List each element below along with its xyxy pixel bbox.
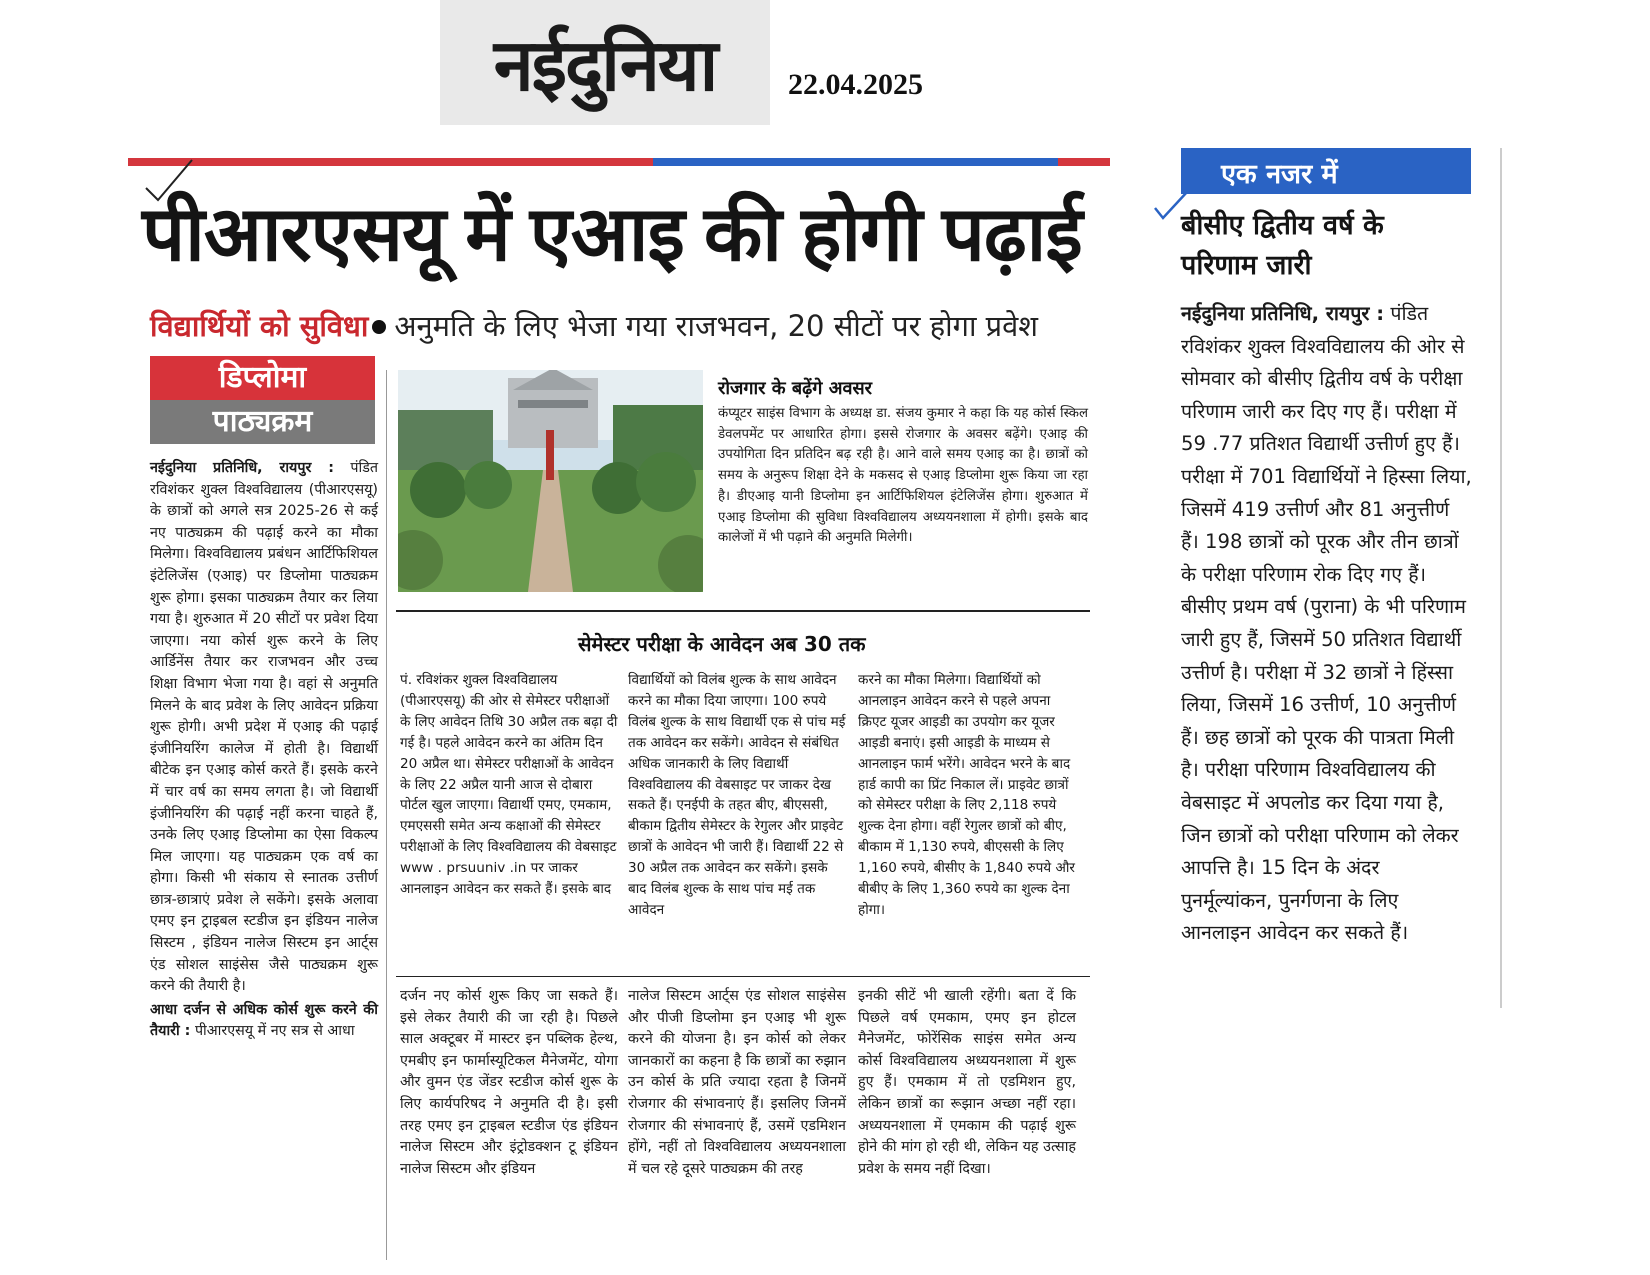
subheadline	[150, 306, 1038, 345]
kicker: विद्यार्थियों को सुविधा	[150, 309, 369, 343]
section-rule	[396, 610, 1090, 612]
dateline: नईदुनिया प्रतिनिधि, रायपुर :	[150, 460, 334, 476]
section-tag-course: पाठ्यक्रम	[150, 400, 375, 444]
sidebar-text: पंडित रविशंकर शुक्ल विश्वविद्यालय की ओर से सोमवार को बीसीए द्वितीय वर्ष के परीक्षा परिणाम जारी कर दिए गए हैं। परीक्षा में 59 .77 प्रतिशत विद्यार्थी उत्तीर्ण हुए हैं। परीक्षा में 701 विद्यार्थियों ने हिस्सा लिया, जिसमें 419 उत्तीर्ण और 81 अनुत्तीर्ण हैं। 198 छात्रों को पूरक और तीन छात्रों के परीक्षा परिणाम रोक दिए गए हैं। बीसीए प्रथम वर्ष (पुराना) के भी परिणाम जारी हुए हैं, जिसमें 50 प्रतिशत विद्यार्थी उत्तीर्ण है। परीक्षा में 32 छात्रों ने हिंस्सा लिया, जिसमें 16 उत्तीर्ण, 10 अनुत्तीर्ण हैं। छह छात्रों को पूरक की पात्रता मिली है। परीक्षा परिणाम विश्वविद्यालय की वेबसाइट में अपलोड कर दिया गया है, जिन छात्रों को परीक्षा परिणाम को लेकर आपत्ति है। 15 दिन के अंदर पुनर्मूल्यांकन, पुनर्गणना के लिए आनलाइन आवेदन कर सकते हैं।	[1181, 302, 1472, 945]
article-column-1	[150, 458, 378, 1043]
bullet-dot	[372, 320, 386, 334]
exam-column-3: करने का मौका मिलेगा। विद्यार्थियों को आनलाइन आवेदन करने से पहले अपना क्रिएट यूजर आइडी का उपयोग कर यूजर आइडी बनाएं। इसी आइडी के माध्यम से आनलाइन फार्म भरेंगे। आवेदन भरने के बाद हार्ड कापी का प्रिंट निकाल लें। प्राइवेट छात्रों को सेमेस्टर परीक्षा के लिए 2,118 रुपये शुल्क देना होगा। वहीं रेगुलर छात्रों को बीए, बीकाम में 1,130 रुपये, बीएससी के लिए 1,160 रुपये, बीसीए के 1,840 रुपये और बीबीए के लिए 1,360 रुपये का शुल्क देना होगा।	[858, 672, 1075, 918]
sidebar-tag-label: एक नजर में	[1221, 159, 1338, 190]
sidebar-tag	[1181, 148, 1471, 194]
bottom-rule	[396, 976, 1090, 977]
exam-column-1: पं. रविशंकर शुक्ल विश्वविद्यालय (पीआरएसयू) की ओर से सेमेस्टर परीक्षाओं के लिए आवेदन तिथि 30 अप्रैल तक बढ़ा दी गई है। पहले आवेदन करने का अंतिम दिन 20 अप्रैल था। सेमेस्टर परीक्षाओं के आवेदन के लिए 22 अप्रैल यानी आज से दोबारा पोर्टल खुल जाएगा। विद्यार्थी एमए, एमकाम, एमएससी समेत अन्य कक्षाओं की सेमेस्टर परीक्षाओं के लिए विश्वविद्यालय की वेबसाइट www . prsuuniv .in पर जाकर आनलाइन आवेदन कर सकते हैं। इसके बाद	[400, 672, 618, 898]
exam-heading: सेमेस्टर परीक्षा के आवेदन अब 30 तक	[578, 632, 866, 656]
masthead-title: नईदुनिया	[493, 21, 717, 107]
headline: पीआरएसयू में एआइ की होगी पढ़ाई	[142, 192, 1082, 277]
sidebar-dateline: नईदुनिया प्रतिनिधि, रायपुर :	[1181, 302, 1385, 325]
bottom-column-1: दर्जन नए कोर्स शुरू किए जा सकते हैं। इसे लेकर तैयारी की जा रही है। पिछले साल अक्टूबर में मास्टर इन पब्लिक हेल्थ, एमबीए इन फार्मास्यूटिकल मैनेजमेंट, योगा और वुमन एंड जेंडर स्टडीज कोर्स शुरू के लिए कार्यपरिषद ने अनुमति दी है। इसी तरह एमए इन ट्राइबल स्टडीज एंड इंडियन नालेज सिस्टम और इंट्रोडक्शन टू इंडियन नालेज सिस्टम और इंडियन	[400, 988, 618, 1177]
sidebar-at-a-glance	[1145, 148, 1495, 1008]
section-tag-diploma: डिप्लोमा	[150, 356, 375, 400]
bottom-column-3: इनकी सीटें भी खाली रहेंगी। बता दें कि पिछले वर्ष एमकाम, एमए इन होटल मैनेजमेंट, फोरेंसिक साइंस समेत अन्य कोर्स विश्वविद्यालय अध्ययनशाला में शुरू हुए हैं। एमकाम में तो एडमिशन हुए, लेकिन छात्रों का रूझान अच्छा नहीं रहा। अध्ययनशाला में एमकाम की पढ़ाई शुरू होने की मांग हो रही थी, लेकिन यह उत्साह प्रवेश के समय नहीं दिखा।	[858, 988, 1076, 1177]
exam-column-2: विद्यार्थियों को विलंब शुल्क के साथ आवेदन करने का मौका दिया जाएगा। 100 रुपये विलंब शुल्क के साथ विद्यार्थी एक से पांच मई तक आवेदन कर सकेंगे। आवेदन से संबंधित अधिक जानकारी के लिए विद्यार्थी विश्वविद्यालय की वेबसाइट पर जाकर देख सकते हैं। एनईपी के तहत बीए, बीएससी, बीकाम द्वितीय सेमेस्टर के रेगुलर और प्राइवेट छात्रों के आवेदन भी जारी हैं। विद्यार्थी 22 से 30 अप्रैल तक आवेदन कर सकेंगे। इसके बाद विलंब शुल्क के साथ पांच मई तक आवेदन	[628, 672, 846, 918]
subhead-courses: आधा दर्जन से अधिक कोर्स शुरू करने की तैयारी :	[150, 1001, 378, 1040]
bottom-column-2: नालेज सिस्टम आर्ट्स एंड सोशल साइंसेस और पीजी डिप्लोमा इन एआइ भी शुरू करने की योजना है। इन कोर्स को लेकर जानकारों का कहना है कि छात्रों का रुझान उन कोर्स के प्रति ज्यादा रहता है जिनमें रोजगार की संभावनाएं हैं। इसलिए जिनमें रोजगार की संभावनाएं हैं, उसमें एडमिशन होंगे, नहीं तो विश्वविद्यालय अध्ययनशाला में चल रहे दूसरे पाठ्यक्रम की तरह	[628, 988, 846, 1177]
article-body-1: पंडित रविशंकर शुक्ल विश्वविद्यालय (पीआरएसयू) के छात्रों को अगले सत्र 2025-26 से कई नए पाठ्यक्रम की पढ़ाई करने का मौका मिलेगा। विश्वविद्यालय प्रबंधन आर्टिफिशियल इंटेलिजेंस (एआइ) पर डिप्लोमा पाठ्यक्रम शुरू होगा। इसका पाठ्यक्रम तैयार कर लिया गया है। शुरुआत में 20 सीटों पर प्रवेश दिया जाएगा। नया कोर्स शुरू करने के लिए आर्डिनेंस तैयार कर राजभवन और उच्च शिक्षा विभाग भेजा गया है। वहां से अनुमति मिलने के बाद प्रवेश के लिए आवेदन प्रक्रिया शुरू होगी। अभी प्रदेश में एआइ की पढ़ाई इंजीनियरिंग कालेज में होती है। विद्यार्थी बीटेक इन एआइ कोर्स करते हैं। इसके करने में चार वर्ष का समय लगता है। जो विद्यार्थी इंजीनियरिंग की पढ़ाई नहीं करना चाहते हैं, उनके लिए एआइ डिप्लोमा का ऐसा विकल्प मिल जाएगा। यह पाठ्यक्रम एक वर्ष का होगा। किसी भी संकाय से स्नातक उत्तीर्ण छात्र-छात्राएं प्रवेश ले सकेंगे। इसके अलावा एमए इन ट्राइबल स्टडीज इन इंडियन नालेज सिस्टम , इंडियन नालेज सिस्टम इन आर्ट्स एंड सोशल साइंसेस जैसे पाठ्यक्रम शुरू करने की तैयारी है।	[150, 460, 378, 995]
publication-date: 22.04.2025	[788, 68, 923, 101]
box-heading: रोजगार के बढ़ेंगे अवसर	[718, 378, 872, 399]
article-body-2: पीआरएसयू में नए सत्र से आधा	[194, 1023, 355, 1040]
top-blue-rule	[653, 158, 1058, 166]
sidebar-title: बीसीए द्वितीय वर्ष के परिणाम जारी	[1181, 210, 1384, 281]
column-divider	[386, 370, 387, 1260]
university-campus-photo	[398, 370, 703, 592]
box-body: कंप्यूटर साइंस विभाग के अध्यक्ष डा. संजय कुमार ने कहा कि यह कोर्स स्किल डेवलपमेंट पर आधारित होगा। इससे रोजगार के अवसर बढ़ेंगे। एआइ की उपयोगिता दिन प्रतिदिन बढ़ रही है। आने वाले समय एआइ का है। छात्रों को समय के अनुरूप शिक्षा देने के मकसद से एआइ डिप्लोमा शुरू किया जा रहा है। डीएआइ यानी डिप्लोमा इन आर्टिफिशियल इंटेलिजेंस होगा। शुरुआत में एआइ डिप्लोमा की सुविधा विश्वविद्यालय अध्ययनशाला में होगी। इसके बाद कालेजों में भी पढ़ाने की अनुमति मिलेगी।	[718, 406, 1088, 546]
subheadline-text: अनुमति के लिए भेजा गया राजभवन, 20 सीटों पर होगा प्रवेश	[394, 309, 1039, 343]
news-clipping	[128, 158, 1110, 1270]
masthead-logo	[440, 0, 770, 125]
sidebar-edge	[1500, 148, 1502, 1008]
sidebar-body	[1181, 298, 1473, 950]
